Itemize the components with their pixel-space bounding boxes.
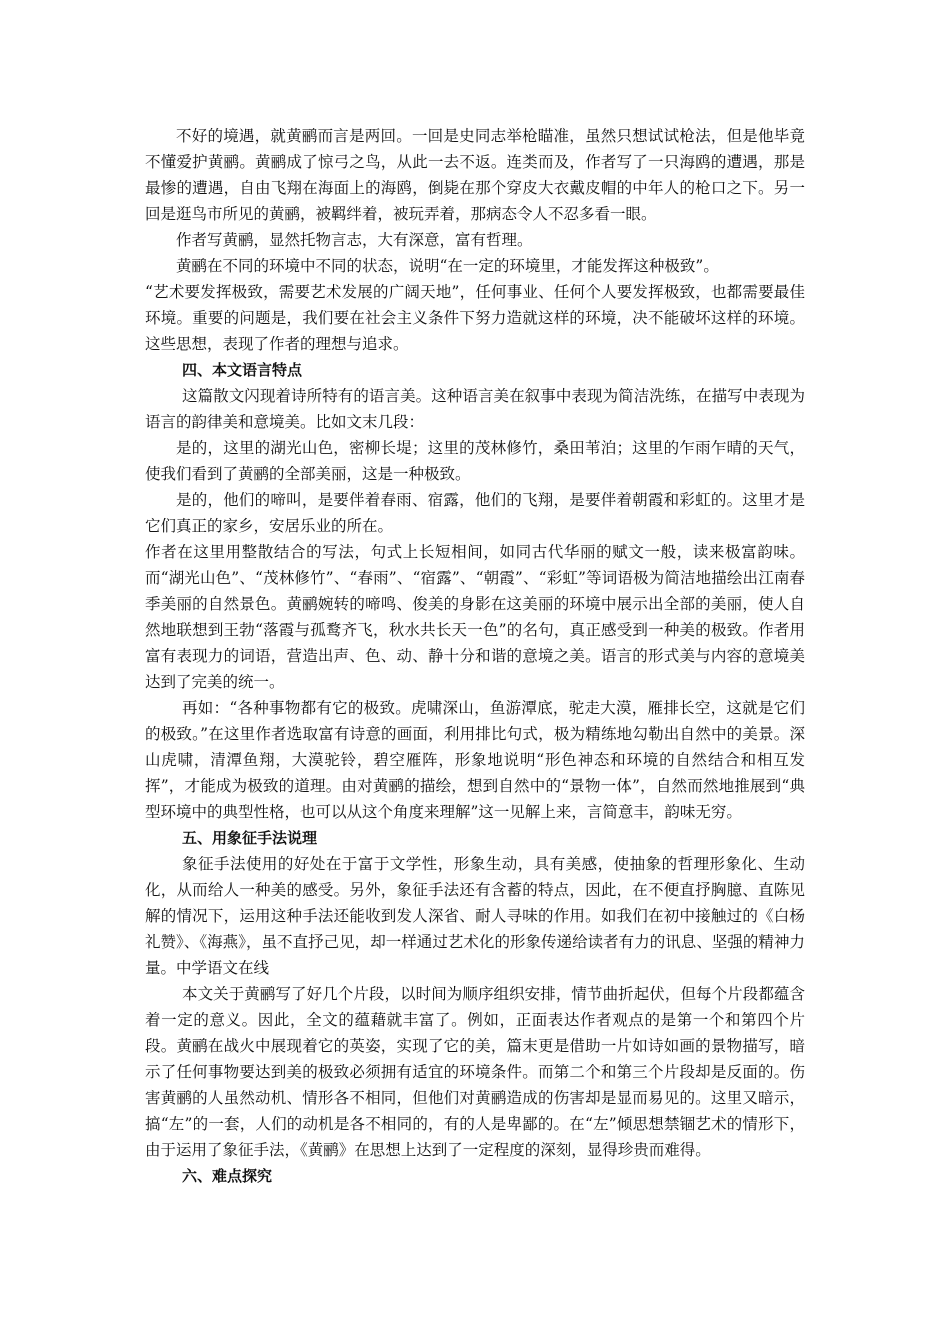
document-page: [145, 123, 805, 1189]
paragraph: 再如：“各种事物都有它的极致。虎啸深山，鱼游潭底，驼走大漠，雁排长空，这就是它们的极致。”在这里作者选取富有诗意的画面，利用排比句式，极为精练地勾勒出自然中的美景。深山虎啸，清潭鱼翔，大漠驼铃，碧空雁阵，形象地说明“形色神态和环境的自然结合和相互发挥”，才能成为极致的道理。由对黄鹂的描绘，想到自然中的“景物一体”，自然而然地推展到“典型环境中的典型性格，也可以从这个角度来理解”这一见解上来，言简意丰，韵味无穷。: [145, 699, 805, 821]
paragraph: 是的，这里的湖光山色，密柳长堤；这里的茂林修竹，桑田苇泊；这里的乍雨乍晴的天气，使我们看到了黄鹂的全部美丽，这是一种极致。: [145, 439, 805, 483]
paragraph: 作者写黄鹂，显然托物言志，大有深意，富有哲理。: [176, 231, 533, 249]
section-heading: 六、难点探究: [182, 1167, 273, 1185]
paragraph: 不好的境遇，就黄鹂而言是两回。一回是史同志举枪瞄准，虽然只想试试枪法，但是他毕竟不懂爱护黄鹂。黄鹂成了惊弓之鸟，从此一去不返。连类而及，作者写了一只海鸥的遭遇，那是最惨的遭遇，自由飞翔在海面上的海鸥，倒毙在那个穿皮大衣戴皮帽的中年人的枪口之下。另一回是逛鸟市所见的黄鹂，被羁绊着，被玩弄着，那病态令人不忍多看一眼。: [145, 127, 805, 223]
paragraph: 是的，他们的啼叫，是要伴着春雨、宿露，他们的飞翔，是要伴着朝霞和彩虹的。这里才是它们真正的家乡，安居乐业的所在。: [145, 491, 805, 535]
paragraph: 作者在这里用整散结合的写法，句式上长短相间，如同古代华丽的赋文一般，读来极富韵味。而“湖光山色”、“茂林修竹”、“春雨”、“宿露”、“朝霞”、“彩虹”等词语极为简洁地描绘出江南春季美丽的自然景色。黄鹂婉转的啼鸣、俊美的身影在这美丽的环境中展示出全部的美丽，使人自然地联想到王勃“落霞与孤鹜齐飞，秋水共长天一色”的名句，真正感受到一种美的极致。作者用富有表现力的词语，营造出声、色、动、静十分和谐的意境之美。语言的形式美与内容的意境美达到了完美的统一。: [145, 543, 805, 691]
paragraph: “艺术要发挥极致，需要艺术发展的广阔天地”，任何事业、任何个人要发挥极致，也都需要最佳环境。重要的问题是，我们要在社会主义条件下努力造就这样的环境，决不能破坏这样的环境。这些思想，表现了作者的理想与追求。: [145, 283, 805, 353]
section-heading: 五、用象征手法说理: [182, 829, 318, 847]
section-heading: 四、本文语言特点: [182, 361, 303, 379]
paragraph: 本文关于黄鹂写了好几个片段，以时间为顺序组织安排，情节曲折起伏，但每个片段都蕴含着一定的意义。因此，全文的蕴藉就丰富了。例如，正面表达作者观点的是第一个和第四个片段。黄鹂在战火中展现着它的英姿，实现了它的美，篇末更是借助一片如诗如画的景物描写，暗示了任何事物要达到美的极致必须拥有适宜的环境条件。而第二个和第三个片段却是反面的。伤害黄鹂的人虽然动机、情形各不相同，但他们对黄鹂造成的伤害却是显而易见的。这里又暗示，搞“左”的一套，人们的动机是各不相同的，有的人是卑鄙的。在“左”倾思想禁锢艺术的情形下，由于运用了象征手法，《黄鹂》在思想上达到了一定程度的深刻，显得珍贵而难得。: [145, 985, 805, 1159]
paragraph: 黄鹂在不同的环境中不同的状态，说明“在一定的环境里，才能发挥这种极致”。: [176, 257, 719, 275]
paragraph: 象征手法使用的好处在于富于文学性，形象生动，具有美感，使抽象的哲理形象化、生动化，从而给人一种美的感受。另外，象征手法还有含蓄的特点，因此，在不便直抒胸臆、直陈见解的情况下，运用这种手法还能收到发人深省、耐人寻味的作用。如我们在初中接触过的《白杨礼赞》、《海燕》，虽不直抒己见，却一样通过艺术化的形象传递给读者有力的讯息、坚强的精神力量。中学语文在线: [145, 855, 805, 977]
paragraph: 这篇散文闪现着诗所特有的语言美。这种语言美在叙事中表现为简洁洗练，在描写中表现为语言的韵律美和意境美。比如文末几段：: [145, 387, 805, 431]
